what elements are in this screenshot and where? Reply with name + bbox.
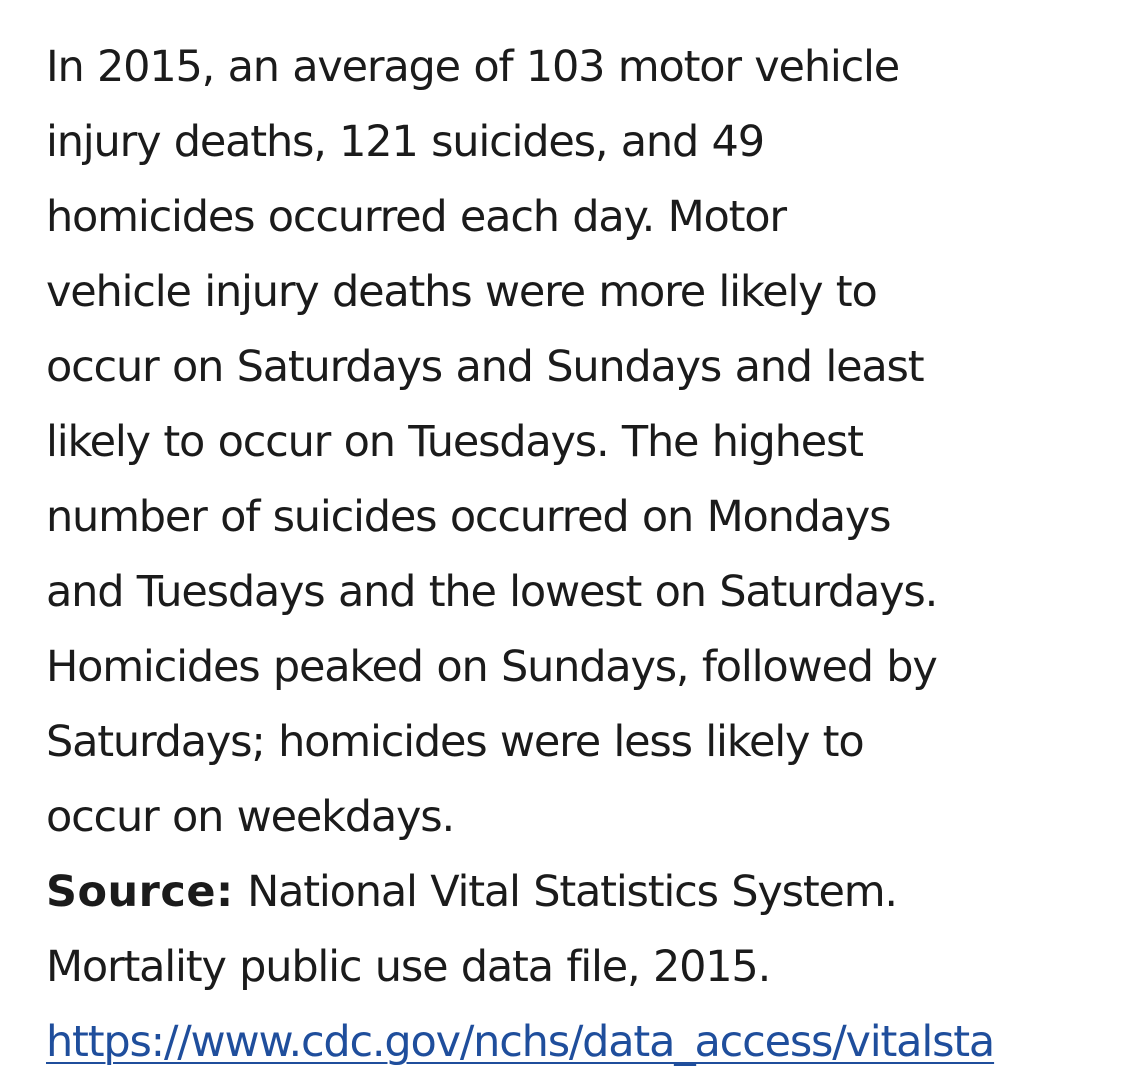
paragraph-line: injury deaths, 121 suicides, and 49 xyxy=(46,117,764,167)
source-line: Mortality public use data file, 2015. xyxy=(46,942,771,992)
source-label: Source: xyxy=(46,867,234,917)
paragraph-line: likely to occur on Tuesdays. The highest xyxy=(46,417,863,467)
paragraph-line: Homicides peaked on Sundays, followed by xyxy=(46,642,937,692)
paragraph-line: vehicle injury deaths were more likely to xyxy=(46,267,877,317)
source-text: National Vital Statistics System. xyxy=(247,867,897,917)
paragraph-line: and Tuesdays and the lowest on Saturdays. xyxy=(46,567,938,617)
source-citation xyxy=(46,855,1125,1080)
paragraph-line: number of suicides occurred on Mondays xyxy=(46,492,891,542)
paragraph-line: occur on Saturdays and Sundays and least xyxy=(46,342,924,392)
paragraph-line: Saturdays; homicides were less likely to xyxy=(46,717,864,767)
source-link-line xyxy=(46,1005,1125,1080)
paragraph-line: In 2015, an average of 103 motor vehicle xyxy=(46,42,900,92)
source-link[interactable]: https://www.cdc.gov/nchs/data_access/vitalsta xyxy=(46,1017,995,1067)
main-paragraph xyxy=(46,30,1125,855)
document-body xyxy=(46,30,1125,1080)
paragraph-line: occur on weekdays. xyxy=(46,792,454,842)
paragraph-line: homicides occurred each day. Motor xyxy=(46,192,786,242)
source-line xyxy=(46,855,1125,930)
